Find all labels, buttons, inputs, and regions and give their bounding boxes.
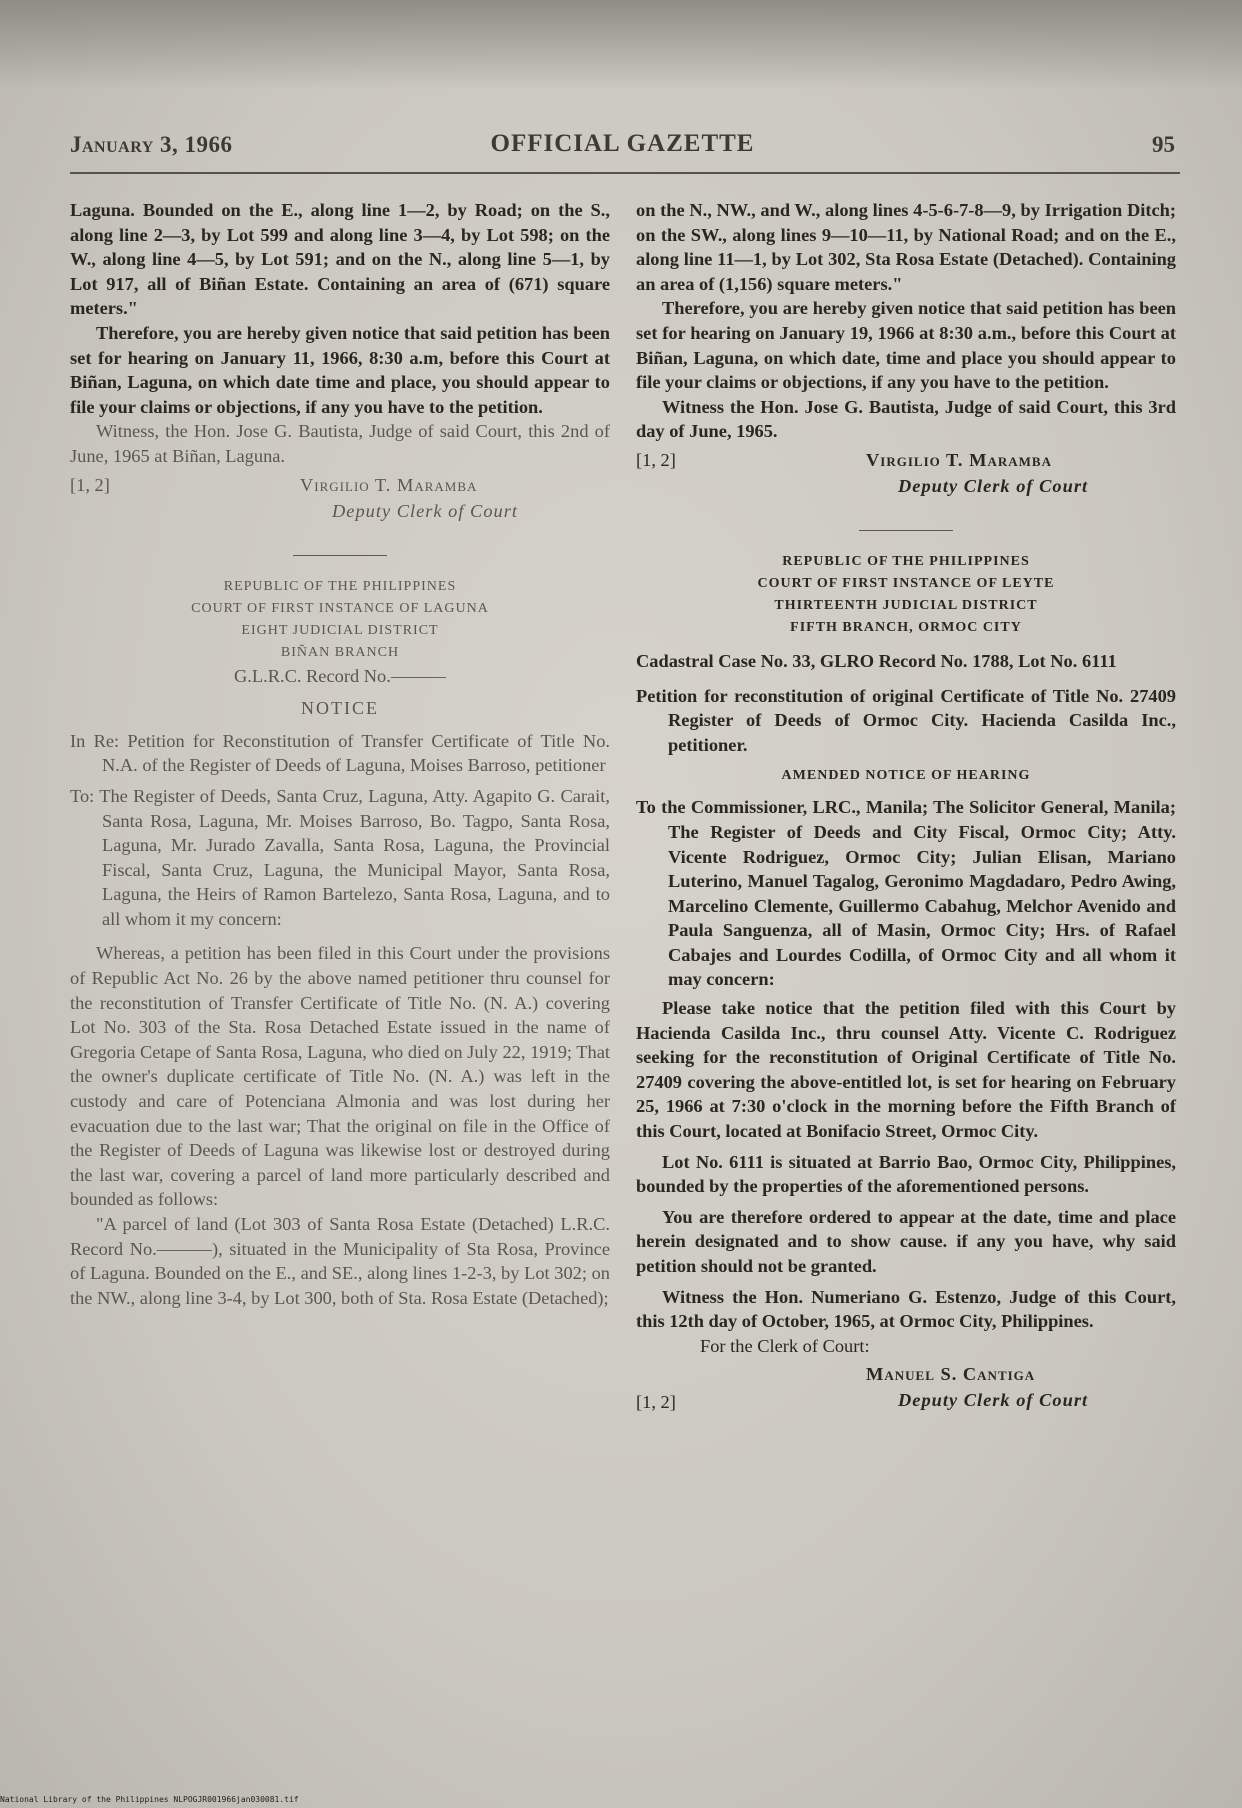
to-addressees: To: The Register of Deeds, Santa Cruz, Laguna, Atty. Agapito G. Carait, Santa Rosa, Laguna, Mr. Moises Barroso, Bo. Tagpo, Santa Rosa, Laguna, Mr. Jurado Zavalla, Santa Rosa, Laguna, the Provincial Fiscal, Santa Cruz, Laguna, the Municipal Mayor, Santa Rosa, Laguna, the Heirs of Ramon Bartelezo, Santa Rosa, Laguna, and to all whom it my concern: [70,785,610,929]
court-line: EIGHT JUDICIAL DISTRICT [241,622,439,638]
court-line: REPUBLIC OF THE PHILIPPINES [223,578,457,594]
signature-name: Manuel S. Cantiga [866,1364,1036,1385]
signature-role: Deputy Clerk of Court [898,1390,1089,1411]
page-number: 95 [1152,132,1175,157]
signature-role: Deputy Clerk of Court [898,475,1089,496]
left-paragraph-2: Therefore, you are hereby given notice that said petition has been set for hearing on January 11, 1966, 8:30 a.m, before this Court at Biñan, Laguna, on which date time and place, you should appear to file your claims or objections, if any you have to the petition. [70,322,610,417]
whereas-paragraph: Whereas, a petition has been filed in this Court under the provisions of Republic Act No. 26 by the above named petitioner thru counsel for the reconstitution of Transfer Certificate of Title No. (N. A.) covering Lot No. 303 of the Sta. Rosa Detached Estate issued in the name of Gregoria Cetape of Santa Rosa, Laguna, who died on July 22, 1919; That the owner's duplicate certificate of Title No. (N. A.) was left in the custody and care of Potenciana Almonia and was lost during her evacuation due to the last war; That the original on file in the Office of the Register of Deeds of Laguna was likewise lost or destroyed during the last war, covering a parcel of land more particularly described and bounded as follows: [70,943,610,1210]
right-paragraph-3: Witness the Hon. Jose G. Bautista, Judge of said Court, this 3rd day of June, 1965. [636,396,1176,442]
record-number: G.L.R.C. Record No.——— [234,665,446,686]
signature-name: Virgilio T. Maramba [300,474,478,495]
signature-role: Deputy Clerk of Court [332,500,518,521]
header-title: OFFICIAL GAZETTE [490,130,755,157]
for-clerk: For the Clerk of Court: [700,1335,870,1356]
section-divider [293,555,387,556]
right-paragraph-1: on the N., NW., and W., along lines 4-5-6-7-8—9, by Irrigation Ditch; on the SW., along lines 9—10—11, by National Road; and on the E., along line 11—1, by Lot 302, Sta Rosa Estate (Detached). Containing an area of (1,156) square meters." [636,200,1176,294]
court-heading [636,551,1176,639]
court-line: COURT OF FIRST INSTANCE OF LAGUNA [191,600,489,616]
signature-code: [1, 2] [636,1392,676,1413]
court-line: COURT OF FIRST INSTANCE OF LEYTE [757,575,1055,591]
left-paragraph-3: Witness, the Hon. Jose G. Bautista, Judge of said Court, this 2nd of June, 1965 at Biñan, Laguna. [70,421,610,466]
court-line: REPUBLIC OF THE PHILIPPINES [782,553,1030,569]
right-column [636,198,1176,1422]
left-signature-1 [70,473,610,533]
page-header [70,132,1175,166]
right-paragraph-2: Therefore, you are hereby given notice that said petition has been set for hearing on January 19, 1966 at 8:30 a.m., before this Court at Biñan, Laguna, on which date, time and place you should appear to file your claims or objections, if any you have to the petition. [636,298,1176,393]
court-heading [70,576,610,664]
order-paragraph: You are therefore ordered to appear at the date, time and place herein designated and to show cause. if any you have, why said petition should not be granted. [636,1206,1176,1276]
petition-title: Petition for reconstitution of original Certificate of Title No. 27409 Register of Deeds of Ormoc City. Hacienda Casilda Inc., petitioner. [636,685,1176,755]
witness-paragraph: Witness the Hon. Numeriano G. Estenzo, Judge of this Court, this 12th day of October, 1965, at Ormoc City, Philippines. [636,1286,1176,1332]
right-signature-1 [636,448,1176,508]
case-number: Cadastral Case No. 33, GLRO Record No. 1788, Lot No. 6111 [636,650,1117,671]
to-addressees: To the Commissioner, LRC., Manila; The Solicitor General, Manila; The Register of Deeds and City Fiscal, Ormoc City; Atty. Vicente Rodriguez, Ormoc City; Julian Elisan, Mariano Luterino, Manuel Tagalog, Geronimo Magdadaro, Pedro Awing, Marcelino Clemente, Guillermo Cabahug, Melchor Avenido and Paula Sanguenza, all of Masin, Ormoc City; Hrs. of Rafael Cabajes and Lourdes Codilla, of Ormoc City and all whom it may concern: [636,797,1176,990]
signature-code: [1, 2] [636,449,676,470]
in-re: In Re: Petition for Reconstitution of Transfer Certificate of Title No. N.A. of the Register of Deeds of Laguna, Moises Barroso, petitioner [70,730,610,776]
court-line: FIFTH BRANCH, ORMOC CITY [790,619,1022,635]
court-line: THIRTEENTH JUDICIAL DISTRICT [774,597,1038,613]
header-rule [70,172,1180,174]
left-paragraph-1: Laguna. Bounded on the E., along line 1—2, by Road; on the S., along line 2—3, by Lot 599 and along line 3—4, by Lot 598; on the W., along line 4—5, by Lot 591; and on the N., along line 5—1, by Lot 917, all of Biñan Estate. Containing an area of (671) square meters." [70,200,610,319]
right-signature-2 [636,1362,1176,1422]
scan-shadow [0,0,1242,90]
scan-footer: National Library of the Philippines NLPOGJR001966jan030081.tif [0,1795,299,1804]
section-divider [859,530,953,531]
notice-heading: NOTICE [301,698,379,719]
parcel-description: "A parcel of land (Lot 303 of Santa Rosa Estate (Detached) L.R.C. Record No.———), situated in the Municipality of Sta Rosa, Province of Laguna. Bounded on the E., and SE., along lines 1-2-3, by Lot 302; on the NW., along line 3-4, by Lot 300, both of Sta. Rosa Estate (Detached); [70,1214,610,1308]
signature-name: Virgilio T. Maramba [866,449,1052,470]
lot-paragraph: Lot No. 6111 is situated at Barrio Bao, Ormoc City, Philippines, bounded by the properties of the aforementioned persons. [636,1151,1176,1197]
header-date: January 3, 1966 [70,132,233,157]
left-column [70,198,610,1310]
notice-paragraph: Please take notice that the petition filed with this Court by Hacienda Casilda Inc., thru counsel Atty. Vicente C. Rodriguez seeking for the reconstitution of Original Certificate of Title No. 27409 covering the above-entitled lot, is set for hearing on February 25, 1966 at 7:30 o'clock in the morning before the Fifth Branch of this Court, located at Bonifacio Street, Ormoc City. [636,998,1176,1142]
court-line: BIÑAN BRANCH [280,644,400,660]
amended-notice-heading: AMENDED NOTICE OF HEARING [781,768,1031,784]
signature-code: [1, 2] [70,474,110,495]
